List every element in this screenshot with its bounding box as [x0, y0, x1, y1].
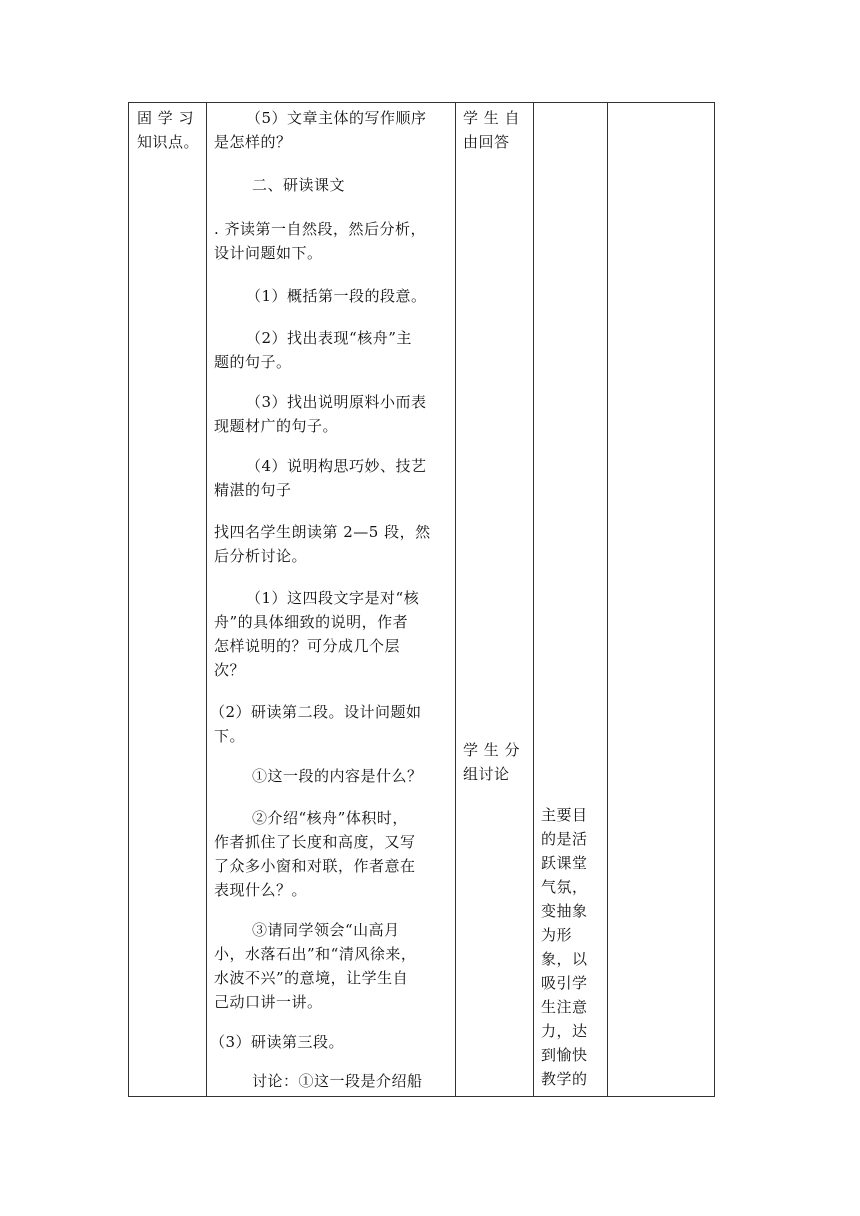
objective-line: 知识点。: [137, 133, 200, 151]
student-line: 组讨论: [463, 765, 510, 783]
cell-teaching-process: [206, 103, 455, 1096]
process-line: 题的句子。: [214, 353, 292, 371]
process-line: 找四名学生朗读第 2—5 段，然: [214, 523, 431, 541]
lesson-table: [128, 102, 715, 1097]
intent-line: 气氛，: [541, 878, 588, 896]
process-line: 小，水落石出”和“清风徐来，: [214, 945, 417, 963]
process-line: 水波不兴”的意境，让学生自: [214, 969, 409, 987]
process-line: （3）研读第三段。: [210, 1033, 345, 1051]
intent-line: 变抽象: [541, 902, 588, 920]
cell-notes: [607, 103, 714, 1096]
process-line: ①这一段的内容是什么？: [252, 767, 423, 785]
process-line: ③请同学领会“山高月: [252, 921, 400, 939]
process-line: 怎样说明的？可分成几个层: [214, 637, 401, 655]
intent-line: 的是活: [541, 830, 588, 848]
process-line: 作者抓住了长度和高度，又写: [214, 833, 416, 851]
process-line: 下。: [214, 727, 246, 745]
intent-line: 生注意: [541, 998, 588, 1016]
process-line: （5）文章主体的写作顺序: [246, 109, 427, 127]
process-line: 了众多小窗和对联，作者意在: [214, 857, 416, 875]
process-line: . 齐读第一自然段，然后分析，: [214, 220, 427, 238]
process-line: ②介绍“核舟”体积时，: [252, 809, 408, 827]
process-line: （4）说明构思巧妙、技艺: [246, 457, 427, 475]
process-line: （3）找出说明原料小而表: [246, 393, 427, 411]
process-line: 表现什么？。: [214, 881, 308, 899]
process-line: 设计问题如下。: [214, 244, 323, 262]
process-line: 己动口讲一讲。: [214, 993, 323, 1011]
process-line: 讨论：①这一段是介绍船: [252, 1072, 423, 1090]
process-line: 舟”的具体细致的说明，作者: [214, 613, 409, 631]
intent-line: 教学的: [541, 1070, 588, 1088]
intent-line: 为形: [541, 926, 573, 944]
process-line: 现题材广的句子。: [214, 417, 339, 435]
student-line: 由回答: [463, 133, 510, 151]
process-line: （1）概括第一段的段意。: [246, 287, 427, 305]
intent-line: 跃课堂: [541, 854, 588, 872]
process-line: 次？: [214, 661, 246, 679]
process-line: （2）研读第二段。设计问题如: [210, 703, 422, 721]
cell-objective: [129, 103, 206, 1096]
intent-line: 主要目: [541, 806, 588, 824]
student-line: 学 生 分: [463, 741, 521, 759]
cell-design-intent: [533, 103, 607, 1096]
intent-line: 吸引学: [541, 974, 588, 992]
process-line: 精湛的句子: [214, 481, 292, 499]
process-line: （2）找出表现“核舟”主: [246, 329, 412, 347]
section-heading: 二、研读课文: [252, 176, 346, 194]
process-line: （1）这四段文字是对“核: [246, 589, 420, 607]
process-line: 后分析讨论。: [214, 547, 308, 565]
process-line: 是怎样的？: [214, 133, 292, 151]
intent-line: 到愉快: [541, 1046, 588, 1064]
objective-line: 固 学 习: [137, 109, 195, 127]
cell-student-activity: [455, 103, 533, 1096]
student-line: 学 生 自: [463, 109, 521, 127]
intent-line: 象，以: [541, 950, 588, 968]
intent-line: 力，达: [541, 1022, 588, 1040]
